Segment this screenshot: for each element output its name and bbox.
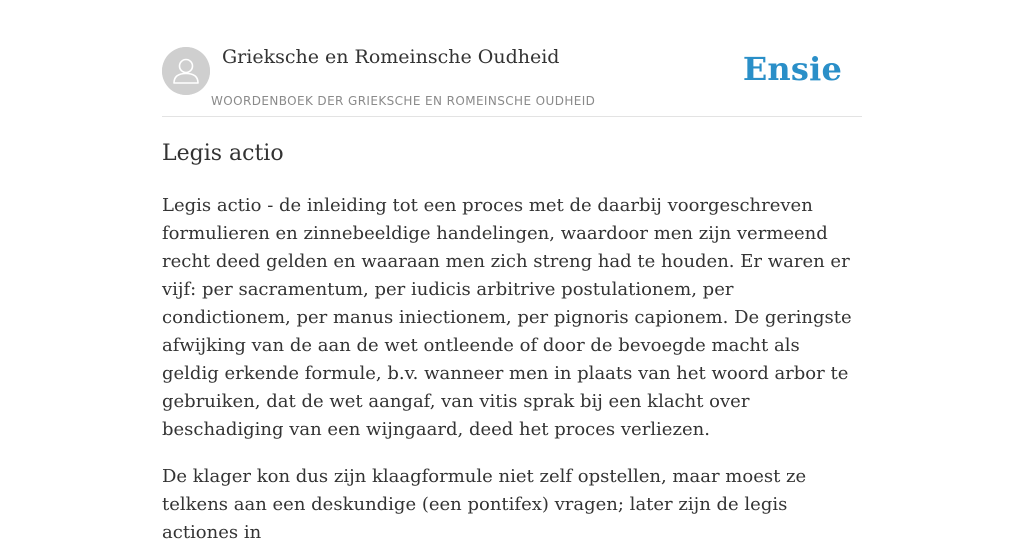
user-avatar-icon[interactable] — [162, 47, 210, 95]
article-title: Legis actio — [162, 141, 284, 166]
article-paragraph: De klager kon dus zijn klaagformule niet zelf opstellen, maar moest ze telkens aan een deskundige (een pontifex) vragen; later zijn de legis actiones in — [162, 466, 807, 543]
article-paragraph: Legis actio - de inleiding tot een proces met de daarbij voorgeschreven formulieren en zinnebeeldige handelingen, waardoor men zijn vermeend recht deed gelden en waaraan men zich streng had te houden. Er waren er vijf: per sacramentum, per iudicis arbitrive postulationem, per condictionem, per manus iniectionem, per pignoris capionem. De geringste afwijking van de aan de wet ontleende of door de bevoegde macht als geldig erkende formule, b.v. wanneer men in plaats van het woord arbor te gebruiken, dat de wet aangaf, van vitis sprak bij een klacht over beschadiging van een wijngaard, deed het proces verliezen. — [162, 195, 852, 440]
article-body — [162, 192, 862, 547]
article — [162, 138, 862, 547]
ensie-logo[interactable]: Ensie — [742, 50, 842, 88]
source-header — [162, 44, 862, 117]
source-title-link[interactable]: Grieksche en Romeinsche Oudheid — [222, 46, 560, 68]
source-subtitle-link[interactable]: WOORDENBOEK DER GRIEKSCHE EN ROMEINSCHE OUDHEID — [211, 94, 596, 108]
